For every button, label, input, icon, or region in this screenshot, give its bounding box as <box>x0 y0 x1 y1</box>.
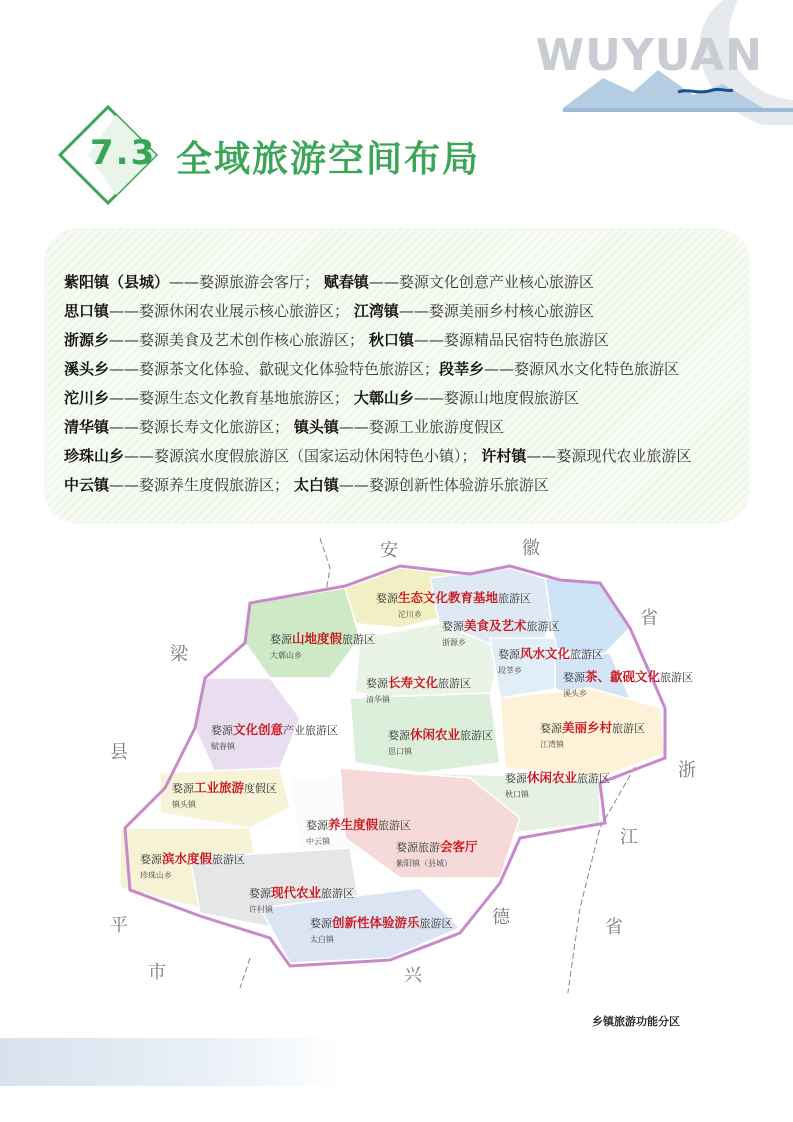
region-label: 平 <box>110 915 128 936</box>
region-label: 徽 <box>522 538 540 559</box>
footer-gradient-bar <box>0 1038 345 1086</box>
region-label: 省 <box>605 917 623 938</box>
region-label: 德 <box>492 907 510 928</box>
zone-label: 婺源创新性体验游乐旅游区 太白镇 <box>310 915 453 944</box>
list-item: 紫阳镇（县城）——婺源旅游会客厅； 赋春镇——婺源文化创意产业核心旅游区 <box>64 273 594 291</box>
zone-label: 婺源生态文化教育基地旅游区 沱川乡 <box>376 590 532 619</box>
zone-label: 婺源滨水度假旅游区 珍珠山乡 <box>140 851 246 880</box>
logo-text: WUYUAN <box>535 30 763 81</box>
zoning-list <box>64 268 691 500</box>
map-caption: 乡镇旅游功能分区 <box>592 1015 680 1028</box>
zone-label: 婺源茶、歙砚文化旅游区 溪头乡 <box>563 669 694 698</box>
region-label: 市 <box>148 962 166 983</box>
region-label: 浙 <box>678 760 696 781</box>
zone-label: 婺源养生度假旅游区 中云镇 <box>306 817 412 846</box>
list-item: 沱川乡——婺源生态文化教育基地旅游区； 大鄣山乡——婺源山地度假旅游区 <box>64 389 579 407</box>
region-label: 兴 <box>404 965 422 986</box>
list-item: 思口镇——婺源休闲农业展示核心旅游区； 江湾镇——婺源美丽乡村核心旅游区 <box>64 302 594 320</box>
zoning-map <box>0 528 793 993</box>
zone-label: 婺源长寿文化旅游区 清华镇 <box>366 675 472 704</box>
zone-label: 婺源现代农业旅游区 许村镇 <box>249 885 355 914</box>
region-label: 安 <box>380 540 398 561</box>
wuyuan-logo <box>535 0 793 130</box>
list-item: 珍珠山乡——婺源滨水度假旅游区（国家运动休闲特色小镇）； 许村镇——婺源现代农业旅游区 <box>64 447 692 465</box>
zone-label: 婺源休闲农业旅游区 秋口镇 <box>505 770 611 799</box>
region-label: 梁 <box>170 644 188 665</box>
zone-label: 婺源工业旅游度假区 镇头镇 <box>172 780 278 809</box>
zone-label: 婺源休闲农业旅游区 思口镇 <box>388 727 494 756</box>
zone-label: 婺源美食及艺术旅游区 浙源乡 <box>442 618 560 647</box>
region-label: 县 <box>110 742 128 763</box>
zone-label: 婺源美丽乡村旅游区 江湾镇 <box>540 720 646 749</box>
zone-label: 婺源山地度假旅游区 大鄣山乡 <box>270 631 376 660</box>
list-item: 清华镇——婺源长寿文化旅游区； 镇头镇——婺源工业旅游度假区 <box>64 418 504 436</box>
section-number: 7.3 <box>90 133 157 173</box>
list-item: 中云镇——婺源养生度假旅游区； 太白镇——婺源创新性体验游乐旅游区 <box>64 476 549 494</box>
list-item: 溪头乡——婺源茶文化体验、歙砚文化体验特色旅游区；段莘乡——婺源风水文化特色旅游区 <box>64 360 680 378</box>
list-item: 浙源乡——婺源美食及艺术创作核心旅游区； 秋口镇——婺源精品民宿特色旅游区 <box>64 331 609 349</box>
zoning-summary-box <box>44 228 750 524</box>
region-label: 省 <box>640 608 658 629</box>
section-title: 全域旅游空间布局 <box>176 139 481 180</box>
zone-label: 婺源风水文化旅游区 段莘乡 <box>498 646 604 675</box>
zone-label: 婺源文化创意产业旅游区 赋春镇 <box>211 722 339 751</box>
region-label: 江 <box>620 827 638 848</box>
zone-label: 婺源旅游会客厅 紫阳镇（县城） <box>396 839 478 868</box>
section-heading <box>58 105 518 205</box>
